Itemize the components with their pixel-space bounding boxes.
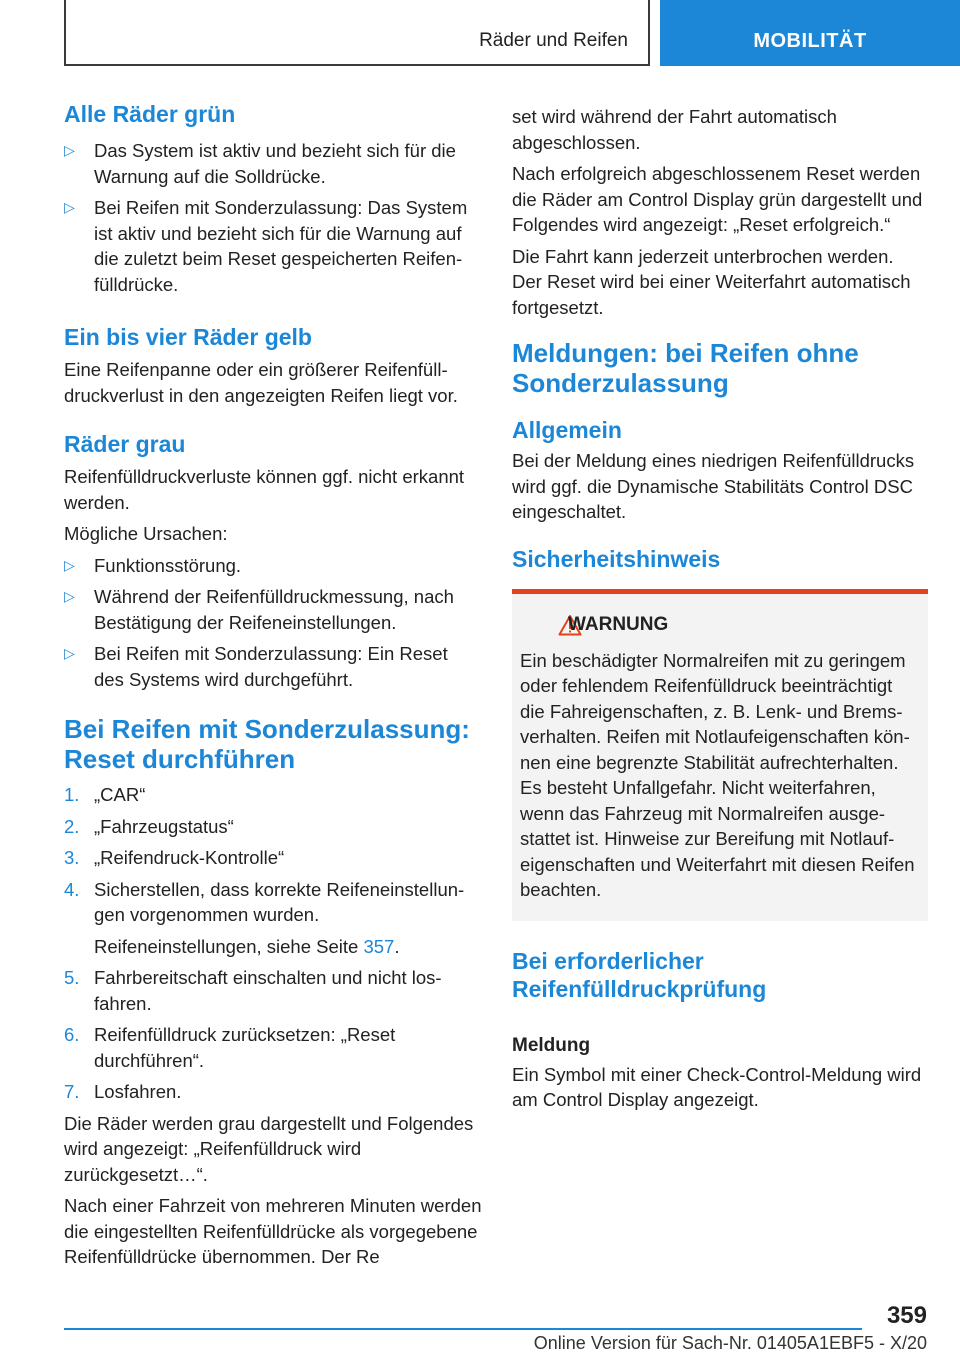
chapter-tab [660, 0, 960, 66]
warning-title: WARNUNG [568, 613, 669, 635]
alle-list [64, 138, 482, 297]
heading-allgemein: Allgemein [512, 417, 622, 443]
grau-text-ursachen: Mögliche Ursachen: [64, 523, 228, 544]
step-item: 5. Fahrbereitschaft einschalten und nicht losfahren. [64, 967, 442, 1014]
chapter-title: MOBILITÄT [753, 30, 867, 52]
heading-sicherheitshinweis: Sicherheitshinweis [512, 545, 721, 572]
gelb-text: Eine Reifenpanne oder ein größerer Reifenfülldruckverlust in den angezeigten Reifen liegt vor. [64, 359, 458, 406]
heading-erforderlich: Bei erforderlicher Reifenfülldruckprüfung [512, 947, 767, 1002]
list-item: ▷ Bei Reifen mit Sonderzulassung: Das System ist aktiv und bezieht sich für die Warnung auf die zuletzt beim Reset gespeicherten Reifenfülldrücke. [64, 197, 468, 295]
page-link-357[interactable]: 357 [363, 935, 395, 957]
grau-text: Reifenfülldruckverluste können ggf. nicht erkannt werden. [64, 466, 465, 513]
allgemein-text: Bei der Meldung eines niedrigen Reifenfülldrucks wird ggf. die Dynamische Stabilitäts Control DSC eingeschaltet. [512, 450, 915, 522]
right-column [512, 104, 928, 1119]
warning-text: Ein beschädigter Normalreifen mit zu geringem oder fehlendem Reifenfülldruck beeinträchtigt die Fahreigenschaften, z. B. Lenk- und Bremsverhalten. Reifen mit Notlaufeigenschaften können eine begrenzte Stabilität aufrechterhalten. Es besteht Unfallgefahr. Nicht weiterfahren, wenn das Fahrzeug mit Normalreifen ausgestattet ist. Hinweise zur Bereifung mit Notlaufeigenschaften und Weiterfahrt mit diesen Reifen beachten. [520, 649, 915, 900]
triangle-bullet-icon: ▷ [64, 588, 75, 604]
step-item: 1. „CAR“ [64, 784, 146, 805]
heading-grau: Räder grau [64, 431, 186, 457]
list-item: ▷ Während der Reifenfülldruckmessung, nach Bestätigung der Reifeneinstellungen. [64, 586, 454, 633]
footer-rule [64, 1328, 862, 1330]
triangle-bullet-icon: ▷ [64, 645, 75, 661]
reset-steps [64, 782, 482, 1105]
header-section-box [64, 0, 650, 66]
triangle-bullet-icon: ▷ [64, 556, 75, 573]
step-item: 6. Reifenfülldruck zurücksetzen: „Reset durchführen“. [64, 1024, 396, 1071]
step-4-reference: Reifeneinstellungen, siehe Seite 357. [94, 935, 400, 957]
step-item: 7. Losfahren. [64, 1081, 182, 1102]
list-item: ▷ Funktionsstörung. [64, 553, 482, 579]
heading-reset: Bei Reifen mit Sonderzulassung: Reset durchführen [64, 714, 470, 774]
left-column [64, 100, 482, 1276]
heading-meldung: Meldung [512, 1034, 591, 1056]
triangle-bullet-icon: ▷ [64, 199, 75, 215]
page-number: 359 [886, 1302, 927, 1329]
heading-gelb: Ein bis vier Räder gelb [64, 324, 312, 350]
triangle-bullet-icon: ▷ [64, 142, 75, 158]
interrupt-text: Die Fahrt kann jederzeit unterbrochen werden. Der Reset wird bei einer Weiterfahrt automatisch fortgesetzt. [512, 245, 911, 318]
continued-text: set wird während der Fahrt automatisch abgeschlossen. [512, 106, 837, 153]
section-title: Räder und Reifen [479, 30, 628, 51]
success-text: Nach erfolgreich abgeschlossenem Reset werden die Räder am Control Display grün dargestellt und Folgendes wird angezeigt: „Reset erfolgreich.“ [512, 163, 923, 235]
step-item: 4. Sicherstellen, dass korrekte Reifeneinstellungen vorgenommen wurden. Reifeneinstellungen, siehe Seite 357. [64, 877, 482, 960]
after-reset-text-2: Nach einer Fahrzeit von mehreren Minuten werden die eingestellten Reifenfülldrücke als vorgegebene Reifenfülldrücke übernommen. Der Re [64, 1195, 482, 1267]
list-item: ▷ Das System ist aktiv und bezieht sich für die Warnung auf die Solldrücke. [64, 140, 456, 187]
list-item: ▷ Bei Reifen mit Sonderzulassung: Ein Reset des Systems wird durchgeführt. [64, 643, 448, 690]
warning-header [520, 614, 920, 642]
heading-alle-raeder-gruen: Alle Räder grün [64, 101, 236, 127]
grau-list [64, 553, 482, 693]
step-item: 2. „Fahrzeugstatus“ [64, 815, 234, 837]
step-item: 3. „Reifendruck-Kontrolle“ [64, 847, 285, 868]
after-reset-text: Die Räder werden grau dargestellt und Folgendes wird angezeigt: „Reifenfülldruck wird zurückgesetzt…“. [64, 1112, 474, 1185]
footer-online-version: Online Version für Sach-Nr. 01405A1EBF5 - X/20 [533, 1333, 927, 1353]
meldung-text: Ein Symbol mit einer Check-Control-Meldung wird am Control Display angezeigt. [512, 1063, 922, 1110]
warning-box [512, 589, 928, 921]
heading-meldungen: Meldungen: bei Reifen ohne Sonderzulassung [512, 338, 859, 398]
